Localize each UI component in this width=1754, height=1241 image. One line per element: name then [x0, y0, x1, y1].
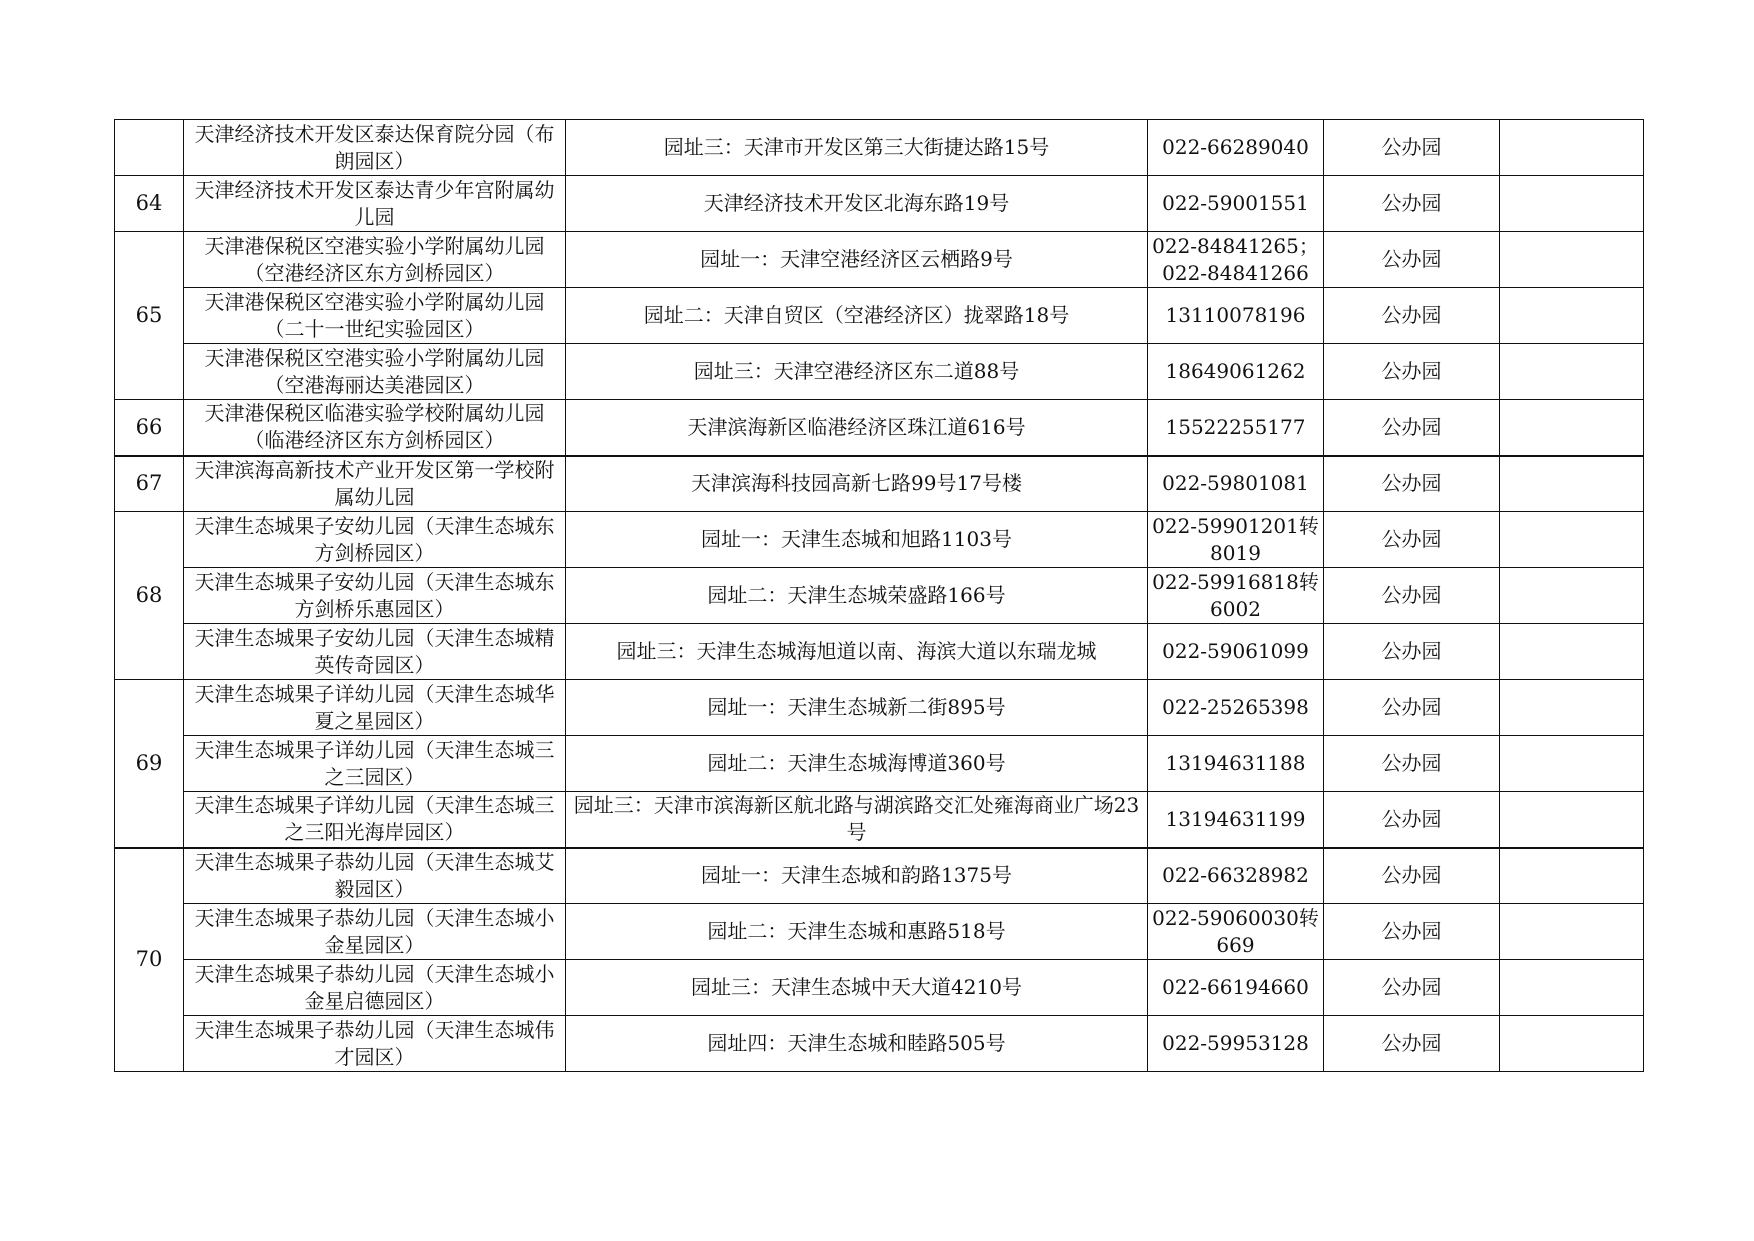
- row-number: 69: [115, 680, 184, 848]
- row-number: 68: [115, 512, 184, 680]
- phone-number: 15522255177: [1148, 400, 1324, 456]
- kindergarten-type: 公办园: [1324, 624, 1500, 680]
- kindergarten-table: [114, 119, 1644, 1072]
- note-cell: [1500, 288, 1644, 344]
- kindergarten-type: 公办园: [1324, 1016, 1500, 1072]
- kindergarten-type: 公办园: [1324, 848, 1500, 904]
- kindergarten-type: 公办园: [1324, 792, 1500, 848]
- phone-number: 13194631199: [1148, 792, 1324, 848]
- kindergarten-type: 公办园: [1324, 288, 1500, 344]
- kindergarten-name: 天津生态城果子安幼儿园（天津生态城东方剑桥园区）: [184, 512, 566, 568]
- phone-number: 13110078196: [1148, 288, 1324, 344]
- kindergarten-type: 公办园: [1324, 344, 1500, 400]
- phone-number: 13194631188: [1148, 736, 1324, 792]
- phone-number: 022-25265398: [1148, 680, 1324, 736]
- note-cell: [1500, 904, 1644, 960]
- phone-number: 022-59901201转8019: [1148, 512, 1324, 568]
- kindergarten-type: 公办园: [1324, 904, 1500, 960]
- address: 园址三：天津市开发区第三大街捷达路15号: [566, 120, 1148, 176]
- address: 园址二：天津生态城海博道360号: [566, 736, 1148, 792]
- note-cell: [1500, 176, 1644, 232]
- phone-number: 022-66289040: [1148, 120, 1324, 176]
- note-cell: [1500, 736, 1644, 792]
- kindergarten-type: 公办园: [1324, 120, 1500, 176]
- address: 园址三：天津市滨海新区航北路与湖滨路交汇处雍海商业广场23号: [566, 792, 1148, 848]
- table-row: [115, 344, 1644, 400]
- table-row: [115, 120, 1644, 176]
- kindergarten-type: 公办园: [1324, 736, 1500, 792]
- address: 天津滨海科技园高新七路99号17号楼: [566, 456, 1148, 512]
- note-cell: [1500, 1016, 1644, 1072]
- kindergarten-name: 天津港保税区空港实验小学附属幼儿园（空港海丽达美港园区）: [184, 344, 566, 400]
- kindergarten-type: 公办园: [1324, 456, 1500, 512]
- table-row: [115, 456, 1644, 512]
- kindergarten-name: 天津生态城果子恭幼儿园（天津生态城小金星园区）: [184, 904, 566, 960]
- row-number: [115, 120, 184, 176]
- table-row: [115, 904, 1644, 960]
- note-cell: [1500, 232, 1644, 288]
- kindergarten-type: 公办园: [1324, 512, 1500, 568]
- kindergarten-name: 天津生态城果子详幼儿园（天津生态城华夏之星园区）: [184, 680, 566, 736]
- row-number: 64: [115, 176, 184, 232]
- table-body: [115, 120, 1644, 1072]
- kindergarten-name: 天津生态城果子详幼儿园（天津生态城三之三园区）: [184, 736, 566, 792]
- table-row: [115, 232, 1644, 288]
- kindergarten-name: 天津港保税区临港实验学校附属幼儿园（临港经济区东方剑桥园区）: [184, 400, 566, 456]
- address: 天津经济技术开发区北海东路19号: [566, 176, 1148, 232]
- address: 园址一：天津生态城和韵路1375号: [566, 848, 1148, 904]
- note-cell: [1500, 568, 1644, 624]
- address: 园址四：天津生态城和睦路505号: [566, 1016, 1148, 1072]
- table-row: [115, 680, 1644, 736]
- kindergarten-name: 天津港保税区空港实验小学附属幼儿园（空港经济区东方剑桥园区）: [184, 232, 566, 288]
- note-cell: [1500, 960, 1644, 1016]
- phone-number: 022-66328982: [1148, 848, 1324, 904]
- note-cell: [1500, 848, 1644, 904]
- note-cell: [1500, 344, 1644, 400]
- phone-number: 022-59916818转6002: [1148, 568, 1324, 624]
- kindergarten-name: 天津经济技术开发区泰达保育院分园（布朗园区）: [184, 120, 566, 176]
- table-row: [115, 792, 1644, 848]
- kindergarten-type: 公办园: [1324, 680, 1500, 736]
- phone-number: 18649061262: [1148, 344, 1324, 400]
- address: 园址二：天津生态城荣盛路166号: [566, 568, 1148, 624]
- kindergarten-name: 天津生态城果子详幼儿园（天津生态城三之三阳光海岸园区）: [184, 792, 566, 848]
- note-cell: [1500, 624, 1644, 680]
- phone-number: 022-59953128: [1148, 1016, 1324, 1072]
- kindergarten-name: 天津生态城果子恭幼儿园（天津生态城伟才园区）: [184, 1016, 566, 1072]
- note-cell: [1500, 792, 1644, 848]
- address: 园址一：天津生态城和旭路1103号: [566, 512, 1148, 568]
- kindergarten-type: 公办园: [1324, 400, 1500, 456]
- address: 天津滨海新区临港经济区珠江道616号: [566, 400, 1148, 456]
- kindergarten-type: 公办园: [1324, 232, 1500, 288]
- row-number: 65: [115, 232, 184, 400]
- kindergarten-name: 天津生态城果子安幼儿园（天津生态城东方剑桥乐惠园区）: [184, 568, 566, 624]
- kindergarten-name: 天津生态城果子恭幼儿园（天津生态城艾毅园区）: [184, 848, 566, 904]
- table-row: [115, 400, 1644, 456]
- table-row: [115, 568, 1644, 624]
- phone-number: 022-59061099: [1148, 624, 1324, 680]
- table-row: [115, 1016, 1644, 1072]
- address: 园址一：天津空港经济区云栖路9号: [566, 232, 1148, 288]
- address: 园址三：天津生态城中天大道4210号: [566, 960, 1148, 1016]
- note-cell: [1500, 456, 1644, 512]
- table-row: [115, 848, 1644, 904]
- table-row: [115, 960, 1644, 1016]
- phone-number: 022-59060030转669: [1148, 904, 1324, 960]
- kindergarten-type: 公办园: [1324, 960, 1500, 1016]
- address: 园址二：天津自贸区（空港经济区）拢翠路18号: [566, 288, 1148, 344]
- kindergarten-name: 天津经济技术开发区泰达青少年宫附属幼儿园: [184, 176, 566, 232]
- table-row: [115, 176, 1644, 232]
- table-row: [115, 624, 1644, 680]
- kindergarten-type: 公办园: [1324, 176, 1500, 232]
- phone-number: 022-59801081: [1148, 456, 1324, 512]
- kindergarten-name: 天津生态城果子安幼儿园（天津生态城精英传奇园区）: [184, 624, 566, 680]
- phone-number: 022-84841265；022-84841266: [1148, 232, 1324, 288]
- row-number: 70: [115, 848, 184, 1072]
- note-cell: [1500, 512, 1644, 568]
- address: 园址三：天津空港经济区东二道88号: [566, 344, 1148, 400]
- phone-number: 022-66194660: [1148, 960, 1324, 1016]
- table-row: [115, 288, 1644, 344]
- note-cell: [1500, 120, 1644, 176]
- kindergarten-name: 天津滨海高新技术产业开发区第一学校附属幼儿园: [184, 456, 566, 512]
- kindergarten-type: 公办园: [1324, 568, 1500, 624]
- table-row: [115, 512, 1644, 568]
- table-row: [115, 736, 1644, 792]
- address: 园址一：天津生态城新二街895号: [566, 680, 1148, 736]
- note-cell: [1500, 680, 1644, 736]
- address: 园址二：天津生态城和惠路518号: [566, 904, 1148, 960]
- kindergarten-name: 天津生态城果子恭幼儿园（天津生态城小金星启德园区）: [184, 960, 566, 1016]
- address: 园址三：天津生态城海旭道以南、海滨大道以东瑞龙城: [566, 624, 1148, 680]
- kindergarten-name: 天津港保税区空港实验小学附属幼儿园（二十一世纪实验园区）: [184, 288, 566, 344]
- row-number: 66: [115, 400, 184, 456]
- note-cell: [1500, 400, 1644, 456]
- row-number: 67: [115, 456, 184, 512]
- phone-number: 022-59001551: [1148, 176, 1324, 232]
